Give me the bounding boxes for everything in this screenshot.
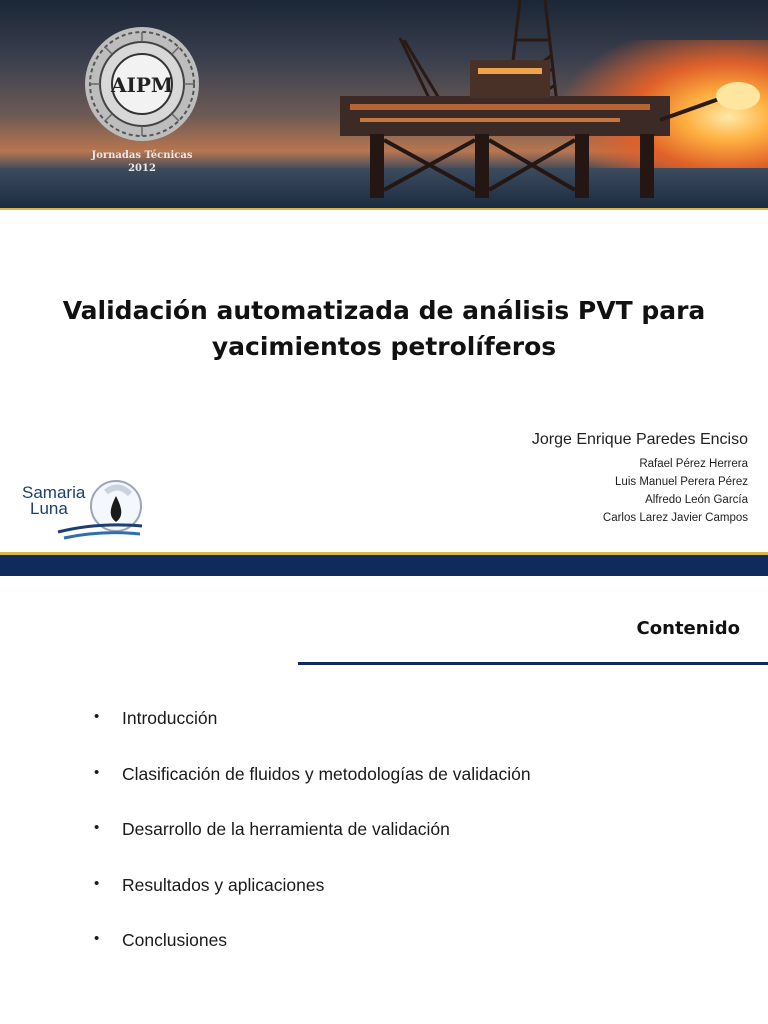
- agenda-item-label: Resultados y aplicaciones: [122, 874, 325, 895]
- logo-wordmark: [22, 485, 85, 517]
- agenda-item: [94, 764, 531, 820]
- banner-gold-line: [0, 208, 768, 210]
- seal-caption: [82, 149, 202, 175]
- agenda-item-label: Clasificación de fluidos y metodologías de validación: [122, 763, 531, 784]
- coauthor: Luis Manuel Perera Pérez: [615, 476, 748, 488]
- agenda-item-label: Conclusiones: [122, 930, 228, 950]
- seal-caption-line1: Jornadas Técnicas: [91, 150, 193, 161]
- aipm-seal-icon: [84, 26, 200, 142]
- agenda-item: [94, 708, 531, 764]
- main-author: Jorge Enrique Paredes Enciso: [531, 431, 748, 448]
- logo-line2: Luna: [30, 499, 68, 518]
- seal-caption-line2: 2012: [128, 163, 156, 174]
- bullet-icon: •: [94, 819, 100, 836]
- contents-slide: [0, 576, 768, 1024]
- coauthor: Carlos Larez Javier Campos: [602, 512, 748, 524]
- bullet-icon: •: [94, 763, 100, 781]
- coauthor: Rafael Pérez Herrera: [639, 458, 748, 470]
- offshore-rig-banner: [0, 0, 768, 210]
- footer-navy-bar: [0, 555, 768, 576]
- agenda-item: [94, 875, 531, 931]
- agenda-item: [94, 819, 531, 875]
- section-title: Contenido: [636, 618, 740, 639]
- presentation-title: Validación automatizada de análisis PVT para yacimientos petrolíferos: [62, 296, 706, 361]
- coauthor: Alfredo León García: [645, 494, 748, 506]
- section-underline: [298, 662, 768, 665]
- bullet-icon: •: [94, 874, 100, 892]
- logo-line1: Samaria: [22, 483, 86, 502]
- agenda-item: [94, 930, 531, 986]
- bullet-icon: •: [94, 708, 100, 725]
- bullet-icon: •: [94, 930, 100, 947]
- seal-letters: AIPM: [110, 73, 174, 97]
- coauthor-list: [603, 455, 748, 527]
- agenda-list: [94, 708, 531, 986]
- agenda-item-label: Desarrollo de la herramienta de validación: [122, 819, 450, 839]
- agenda-item-label: Introducción: [122, 708, 218, 728]
